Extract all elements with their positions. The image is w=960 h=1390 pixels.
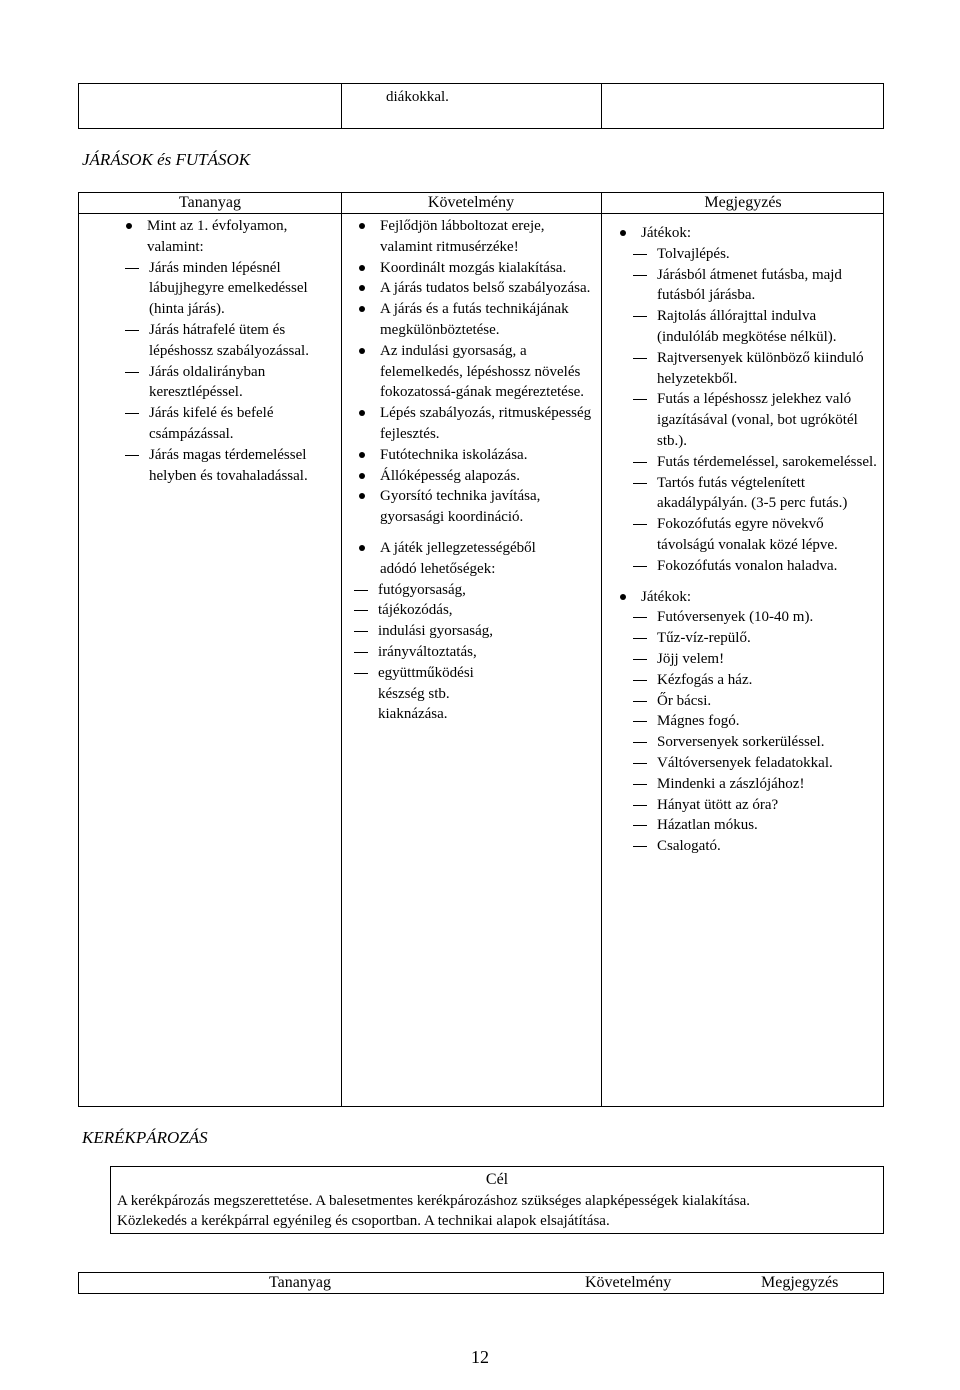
main-table bbox=[78, 192, 884, 1107]
list-item bbox=[348, 403, 598, 445]
header-megjegyzes: Megjegyzés bbox=[704, 194, 782, 211]
list-item-text: együttműködési készség stb. kiaknázása. bbox=[378, 664, 474, 723]
goal-box bbox=[110, 1166, 884, 1234]
list-item-text: Futás a lépéshossz jelekhez való igazításával (vonal, bot ugrókötél stb.). bbox=[657, 391, 858, 449]
list-item bbox=[629, 607, 879, 628]
list-item bbox=[350, 642, 568, 663]
list-item-text: Jöjj velem! bbox=[657, 650, 725, 667]
list-item-text: futógyorsaság, bbox=[378, 581, 466, 598]
list-item-text: Tolvajlépés. bbox=[657, 245, 730, 262]
list-item bbox=[348, 299, 598, 341]
goal-line-2: Közlekedés a kerékpárral egyénileg és csoportban. A technikai alapok elsajátítása. bbox=[117, 1213, 610, 1229]
list-item bbox=[115, 216, 340, 486]
list-item-text: Játékok: bbox=[641, 588, 691, 605]
list-item-text: Járásból átmenet futásba, majd futásból járásba. bbox=[657, 266, 842, 304]
list-item-text: indulási gyorsaság, bbox=[378, 623, 493, 640]
list-item bbox=[629, 815, 879, 836]
list-item-text: Csalogató. bbox=[657, 838, 721, 855]
list-item-text: Járás magas térdemeléssel helyben és tovahaladással. bbox=[149, 446, 308, 484]
list-item-text: Fokozófutás vonalon haladva. bbox=[657, 557, 838, 574]
list-item-text: irányváltoztatás, bbox=[378, 643, 477, 660]
list-item bbox=[121, 258, 340, 320]
header-kovetelmeny: Követelmény bbox=[427, 194, 515, 211]
top-cell-text: diákokkal. bbox=[386, 89, 449, 105]
kovetelmeny-column bbox=[348, 216, 598, 725]
header-megjegyzes-2: Megjegyzés bbox=[761, 1274, 839, 1291]
list-item-text: Az indulási gyorsaság, a felemelkedés, lépéshossz növelés fokozatossá-gának megéreztetése. bbox=[380, 342, 585, 401]
list-item bbox=[121, 362, 340, 404]
list-item-text: Gyorsító technika javítása, gyorsasági koordináció. bbox=[380, 488, 541, 526]
list-item-text: Sorversenyek sorkerüléssel. bbox=[657, 734, 825, 751]
list-item-text: Koordinált mozgás kialakítása. bbox=[380, 259, 567, 276]
sublist bbox=[121, 258, 340, 487]
list-item bbox=[629, 670, 879, 691]
list-item-text: Fokozófutás egyre növekvő távolságú vonalak közé lépve. bbox=[657, 516, 838, 553]
goal-line-1: A kerékpározás megszerettetése. A balesetmentes kerékpározáshoz szükséges alapképességek kialakítása. bbox=[117, 1193, 751, 1209]
sublist bbox=[629, 607, 879, 857]
list-item-text: Rajtversenyek különböző kiinduló helyzetekből. bbox=[657, 349, 864, 387]
list-item bbox=[609, 587, 879, 857]
list-item-text: Váltóversenyek feladatokkal. bbox=[657, 754, 833, 771]
list-item bbox=[348, 538, 568, 725]
list-item-text: Futóversenyek (10-40 m). bbox=[657, 609, 814, 626]
list-item bbox=[629, 628, 879, 649]
page-number: 12 bbox=[471, 1347, 489, 1367]
list-item-text: Lépés szabályozás, ritmusképesség fejlesztés. bbox=[380, 405, 592, 442]
megjegyzes-column bbox=[609, 223, 879, 857]
list-item bbox=[348, 216, 598, 258]
list-item-text: Járás hátrafelé ütem és lépéshossz szabályozással. bbox=[149, 321, 309, 359]
list-item-text: Járás oldalirányban keresztlépéssel. bbox=[149, 363, 266, 401]
list-item-text: Tartós futás végtelenített akadálypályán. (3-5 perc futás.) bbox=[657, 474, 848, 512]
list-item bbox=[629, 836, 879, 857]
list-item bbox=[629, 514, 879, 556]
list-item bbox=[629, 753, 879, 774]
list-item-text: Őr bácsi. bbox=[657, 692, 712, 709]
list-item-text: A járás tudatos belső szabályozása. bbox=[380, 280, 591, 297]
list-item bbox=[629, 649, 879, 670]
list-item bbox=[121, 403, 340, 445]
list-item bbox=[348, 466, 598, 487]
list-item-text: Hányat ütött az óra? bbox=[657, 796, 779, 813]
list-item-text: Játékok: bbox=[641, 225, 691, 241]
list-item bbox=[629, 348, 879, 390]
section-title-jarasok: JÁRÁSOK és FUTÁSOK bbox=[82, 150, 251, 169]
header-tananyag-2: Tananyag bbox=[269, 1274, 331, 1291]
list-item bbox=[629, 711, 879, 732]
header-tananyag: Tananyag bbox=[179, 194, 241, 211]
list-item-text: Futótechnika iskolázása. bbox=[380, 446, 528, 463]
list-item-text: Járás kifelé és befelé csámpázással. bbox=[149, 405, 274, 442]
header-kovetelmeny-2: Követelmény bbox=[585, 1274, 672, 1291]
list-item bbox=[348, 486, 598, 528]
list-item-text: A járás és a futás technikájának megkülönböztetése. bbox=[380, 301, 569, 338]
goal-title: Cél bbox=[485, 1171, 509, 1188]
list-item bbox=[629, 691, 879, 712]
list-item bbox=[629, 473, 879, 515]
section-title-kerekparozas: KERÉKPÁROZÁS bbox=[82, 1128, 208, 1147]
list-item bbox=[629, 452, 879, 473]
list-item-text: Fejlődjön lábboltozat ereje, valamint ritmusérzéke! bbox=[380, 218, 545, 255]
list-item-text: Mágnes fogó. bbox=[657, 713, 740, 730]
list-item bbox=[629, 732, 879, 753]
list-item bbox=[350, 663, 490, 725]
list-item-text: Járás minden lépésnél lábujjhegyre emelkedéssel (hinta járás). bbox=[149, 259, 308, 318]
list-item-text: Tűz-víz-repülő. bbox=[657, 630, 751, 647]
list-item bbox=[629, 306, 879, 348]
list-item bbox=[629, 774, 879, 795]
list-item-text: Mindenki a zászlójához! bbox=[657, 775, 805, 792]
list-item bbox=[348, 258, 598, 279]
list-item-text: Futás térdemeléssel, sarokemeléssel. bbox=[657, 453, 877, 470]
list-item bbox=[350, 621, 568, 642]
list-item bbox=[348, 341, 598, 403]
tananyag-column bbox=[115, 216, 340, 486]
list-item bbox=[629, 795, 879, 816]
list-item bbox=[629, 265, 879, 307]
sublist bbox=[629, 244, 879, 577]
list-item bbox=[629, 389, 879, 451]
list-item-text: Házatlan mókus. bbox=[657, 817, 758, 834]
list-item-text: Állóképesség alapozás. bbox=[380, 467, 520, 484]
list-item bbox=[609, 223, 879, 577]
list-item bbox=[348, 278, 598, 299]
list-item-text: Rajtolás állórajttal indulva (indulóláb megkötése nélkül). bbox=[657, 308, 837, 345]
sublist bbox=[350, 580, 568, 726]
list-item-text: Kézfogás a ház. bbox=[657, 671, 753, 688]
top-table bbox=[78, 83, 884, 129]
list-item-text: Mint az 1. évfolyamon, valamint: bbox=[147, 218, 288, 255]
table2-header bbox=[78, 1272, 884, 1294]
list-item-text: tájékozódás, bbox=[378, 602, 453, 619]
list-item bbox=[121, 445, 340, 487]
list-item-text: A játék jellegzetességéből adódó lehetőségek: bbox=[380, 539, 536, 577]
list-item bbox=[350, 600, 568, 621]
list-item bbox=[629, 244, 879, 265]
list-item bbox=[629, 556, 879, 577]
list-item bbox=[121, 320, 340, 362]
list-item bbox=[350, 580, 568, 601]
list-item bbox=[348, 445, 598, 466]
